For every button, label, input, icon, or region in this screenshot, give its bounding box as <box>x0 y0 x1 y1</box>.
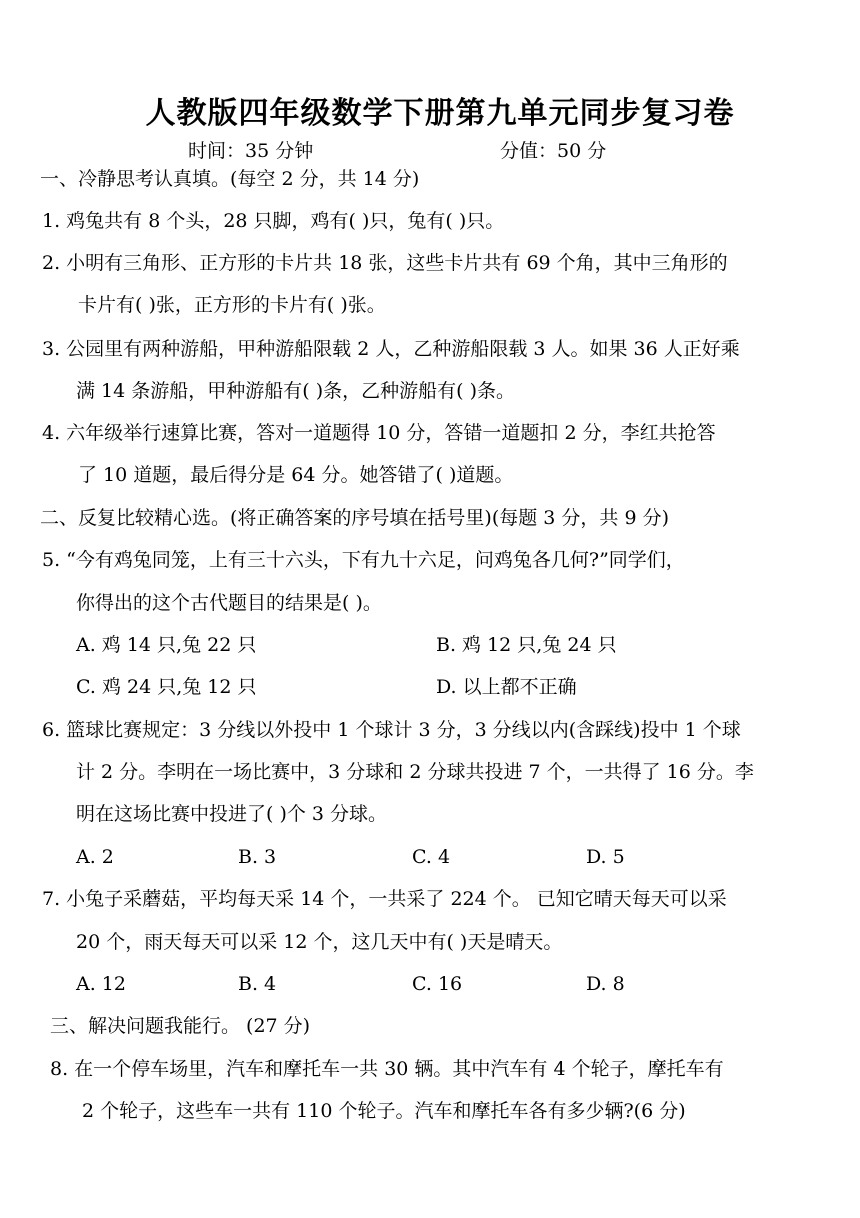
section1-header: 一、冷静思考认真填。(每空 2 分，共 14 分) <box>40 168 420 190</box>
q5-option-d: D. 以上都不正确 <box>436 676 577 698</box>
question-8-line2: 2 个轮子，这些车一共有 110 个轮子。汽车和摩托车各有多少辆?(6 分) <box>82 1100 686 1122</box>
q7-option-c: C. 16 <box>412 973 463 995</box>
q7-option-b: B. 4 <box>238 973 277 995</box>
q7-option-a: A. 12 <box>76 973 126 995</box>
question-8-line1: 8. 在一个停车场里，汽车和摩托车一共 30 辆。其中汽车有 4 个轮子，摩托车有 <box>50 1058 724 1080</box>
score-label: 分值：50 分 <box>500 140 607 162</box>
q5-option-c: C. 鸡 24 只,兔 12 只 <box>76 676 257 698</box>
question-1: 1. 鸡兔共有 8 个头，28 只脚，鸡有( )只，兔有( )只。 <box>42 210 505 232</box>
question-2-line1: 2. 小明有三角形、正方形的卡片共 18 张，这些卡片共有 69 个角，其中三角形的 <box>42 252 728 274</box>
question-3-line1: 3. 公园里有两种游船，甲种游船限载 2 人，乙种游船限载 3 人。如果 36 人正好乘 <box>42 338 740 360</box>
question-6-line3: 明在这场比赛中投进了( )个 3 分球。 <box>76 803 388 825</box>
q6-option-a: A. 2 <box>76 846 114 868</box>
question-7-line2: 20 个，雨天每天可以采 12 个，这几天中有( )天是晴天。 <box>76 931 563 953</box>
q6-option-b: B. 3 <box>238 846 277 868</box>
q6-option-d: D. 5 <box>586 846 625 868</box>
question-4-line2: 了 10 道题，最后得分是 64 分。她答错了( )道题。 <box>78 464 514 486</box>
q5-option-a: A. 鸡 14 只,兔 22 只 <box>76 634 257 656</box>
q6-option-c: C. 4 <box>412 846 451 868</box>
question-6-line2: 计 2 分。李明在一场比赛中，3 分球和 2 分球共投进 7 个，一共得了 16 分。李 <box>76 761 754 783</box>
question-4-line1: 4. 六年级举行速算比赛，答对一道题得 10 分，答错一道题扣 2 分，李红共抢答 <box>42 422 716 444</box>
question-3-line2: 满 14 条游船，甲种游船有( )条，乙种游船有( )条。 <box>76 380 515 402</box>
question-5-line1: 5. “今有鸡兔同笼，上有三十六头，下有九十六足，问鸡兔各几何?”同学们， <box>42 549 685 571</box>
page-title: 人教版四年级数学下册第九单元同步复习卷 <box>145 96 735 131</box>
section3-header: 三、解决问题我能行。 (27 分) <box>50 1015 311 1037</box>
q7-option-d: D. 8 <box>586 973 625 995</box>
time-label: 时间：35 分钟 <box>188 140 314 162</box>
question-7-line1: 7. 小兔子采蘑菇，平均每天采 14 个，一共采了 224 个。 已知它晴天每天可以采 <box>42 888 727 910</box>
question-5-line2: 你得出的这个古代题目的结果是( )。 <box>76 592 382 614</box>
q5-option-b: B. 鸡 12 只,兔 24 只 <box>436 634 617 656</box>
question-6-line1: 6. 篮球比赛规定：3 分线以外投中 1 个球计 3 分，3 分线以内(含踩线)投中 1 个球 <box>42 719 741 741</box>
question-2-line2: 卡片有( )张，正方形的卡片有( )张。 <box>78 294 386 316</box>
section2-header: 二、反复比较精心选。(将正确答案的序号填在括号里)(每题 3 分，共 9 分) <box>40 507 669 529</box>
